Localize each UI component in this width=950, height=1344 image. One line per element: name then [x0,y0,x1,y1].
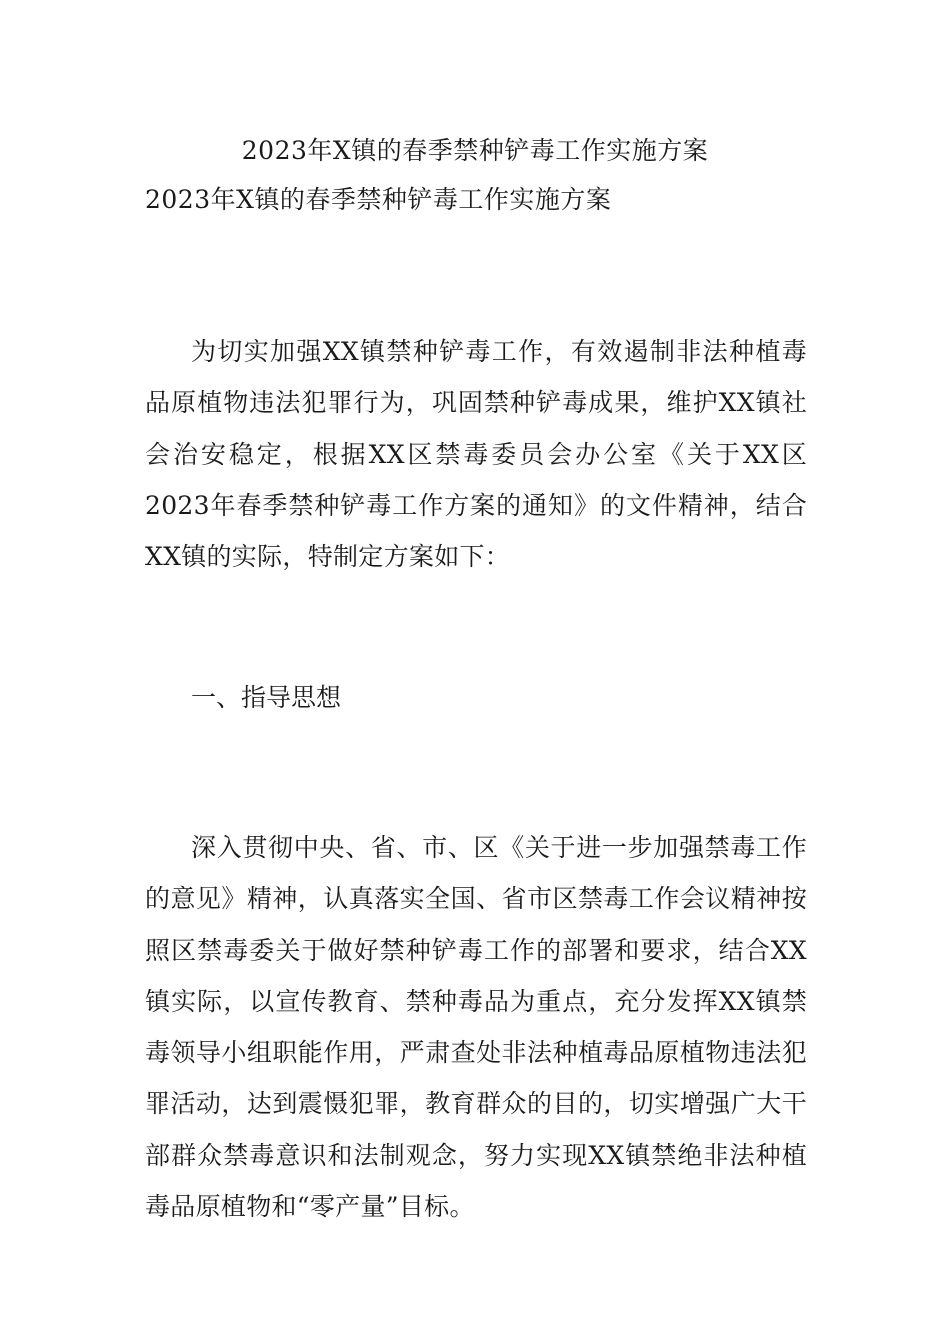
section-heading-guiding-ideology: 一、指导思想 [191,683,342,712]
intro-paragraph: 为切实加强XX镇禁种铲毒工作，有效遏制非法种植毒品原植物违法犯罪行为，巩固禁种铲毒成果，维护XX镇社会治安稳定，根据XX区禁毒委员会办公室《关于XX区2023年春季禁种铲毒工作方案的通知》的文件精神，结合XX镇的实际，特制定方案如下： [145,337,807,572]
document-title-left: 2023年X镇的春季禁种铲毒工作实施方案 [145,185,612,214]
document-title-centered: 2023年X镇的春季禁种铲毒工作实施方案 [241,136,709,165]
section-1-paragraph: 深入贯彻中央、省、市、区《关于进一步加强禁毒工作的意见》精神，认真落实全国、省市区禁毒工作会议精神按照区禁毒委关于做好禁种铲毒工作的部署和要求，结合XX镇实际，以宣传教育、禁种毒品为重点，充分发挥XX镇禁毒领导小组职能作用，严肃查处非法种植毒品原植物违法犯罪活动，达到震慑犯罪，教育群众的目的，切实增强广大干部群众禁毒意识和法制观念，努力实现XX镇禁绝非法种植毒品原植物和“零产量”目标。 [145,833,807,1222]
